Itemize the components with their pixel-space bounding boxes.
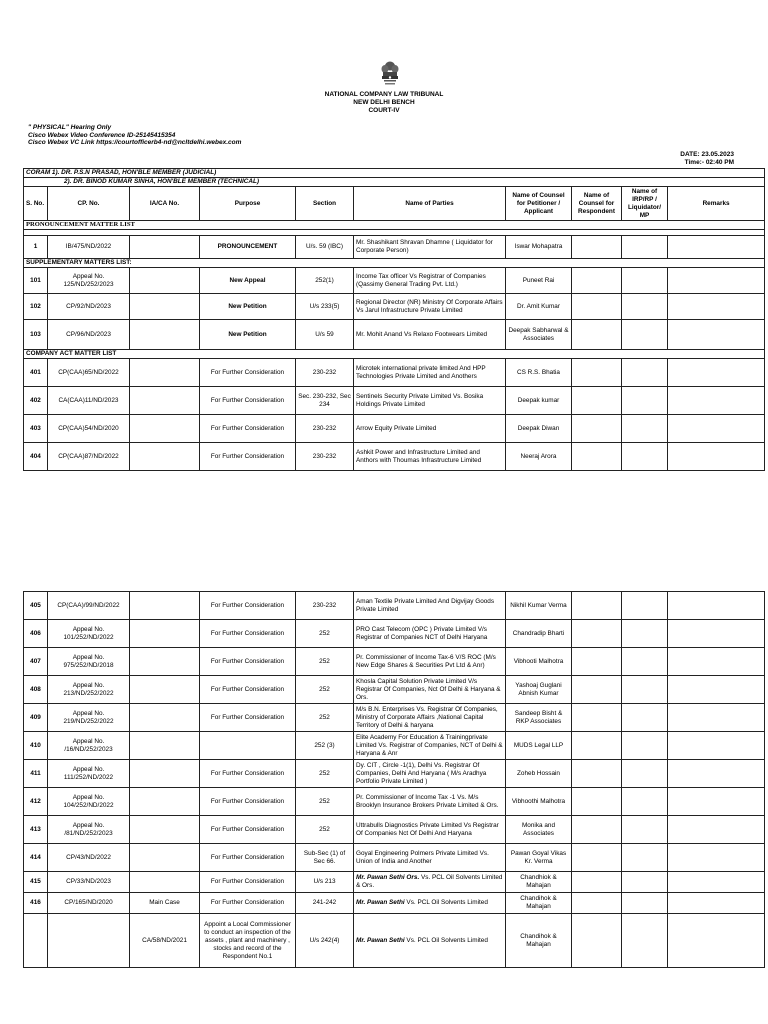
col-remarks: Remarks: [668, 187, 765, 221]
cell-purpose: For Further Consideration: [200, 844, 296, 872]
cell-section: 252(1): [296, 268, 354, 294]
cell-cp-no: CP/43/ND/2022: [48, 844, 130, 872]
cell-section: U/s 242(4): [296, 914, 354, 968]
cell-purpose: For Further Consideration: [200, 387, 296, 415]
cell-counsel-pet: Chandihok & Mahajan: [506, 914, 572, 968]
cell-cp-no: Appeal No. 111/252/ND/2022: [48, 760, 130, 788]
cell-parties: [354, 236, 506, 259]
cell-parties: [354, 443, 506, 471]
cell-purpose: For Further Consideration: [200, 620, 296, 648]
cell-parties: [354, 268, 506, 294]
cell-ia-no: [130, 844, 200, 872]
cell-purpose: For Further Consideration: [200, 592, 296, 620]
cell-cp-no: CP/33/ND/2023: [48, 872, 130, 893]
cell-irp: [622, 648, 668, 676]
cell-irp: [622, 893, 668, 914]
cell-section: 252: [296, 704, 354, 732]
cell-counsel-resp: [572, 415, 622, 443]
cell-sno: 402: [24, 387, 48, 415]
cell-irp: [622, 732, 668, 760]
cell-parties: [354, 620, 506, 648]
cell-parties: [354, 592, 506, 620]
cell-sno: 413: [24, 816, 48, 844]
cell-irp: [622, 592, 668, 620]
hearing-mode: " PHYSICAL" Hearing Only: [28, 124, 112, 131]
table-row: [24, 620, 765, 648]
cell-counsel-pet: Vibhooti Malhotra: [506, 648, 572, 676]
section-pronouncement: PRONOUNCEMENT MATTER LIST: [24, 221, 765, 230]
webex-link[interactable]: Cisco Webex VC Link https://courtofficerb4-nd@ncltdelhi.webex.com: [28, 139, 242, 147]
cell-parties: [354, 844, 506, 872]
cell-cp-no: Appeal No. 975/252/ND/2018: [48, 648, 130, 676]
table-row: [24, 648, 765, 676]
cause-list-table-page-2: [23, 591, 765, 968]
cell-section: 252: [296, 676, 354, 704]
cell-section: 252: [296, 620, 354, 648]
cell-purpose: Appoint a Local Commissioner to conduct an inspection of the assets , plant and machinery , stocks and record of the Respondent No.1: [200, 914, 296, 968]
cell-sno: [24, 914, 48, 968]
cell-parties: [354, 387, 506, 415]
party-names: Vs. PCL Oil Solvents Limited: [404, 936, 488, 944]
cell-counsel-resp: [572, 443, 622, 471]
cell-counsel-resp: [572, 268, 622, 294]
cell-counsel-pet: Deepak kumar: [506, 387, 572, 415]
cell-section: 252: [296, 788, 354, 816]
webex-id: Cisco Webex Video Conference ID-25145415354: [28, 131, 176, 139]
cell-remarks: [668, 704, 765, 732]
cell-irp: [622, 268, 668, 294]
cell-remarks: [668, 788, 765, 816]
cell-remarks: [668, 320, 765, 350]
cell-parties: [354, 893, 506, 914]
cell-parties: [354, 415, 506, 443]
cell-purpose: PRONOUNCEMENT: [200, 236, 296, 259]
cell-counsel-pet: Chandihok & Mahajan: [506, 893, 572, 914]
cell-cp-no: Appeal No. 101/252/ND/2022: [48, 620, 130, 648]
party-names: M/s B.N. Enterprises Vs. Registrar Of Companies, Ministry of Corporate Affairs ,National Capital Territory of Delhi & haryana: [356, 705, 498, 729]
section-supplementary: SUPPLEMENTARY MATTERS LIST:: [24, 259, 765, 268]
party-name-bold: Mr. Pawan Sethi: [356, 936, 405, 944]
cell-remarks: [668, 816, 765, 844]
party-names: PRO Cast Telecom (OPC ) Private Limited V/s Registrar of Companies NCT of Delhi Haryana: [356, 625, 488, 641]
cell-ia-no: [130, 620, 200, 648]
cell-parties: [354, 320, 506, 350]
cell-parties: [354, 760, 506, 788]
cell-ia-no: [130, 732, 200, 760]
col-counsel-resp: Name of Counsel for Respondent: [572, 187, 622, 221]
cell-cp-no: Appeal No. 213/ND/252/2022: [48, 676, 130, 704]
coram: [24, 169, 765, 178]
cell-counsel-resp: [572, 788, 622, 816]
col-purpose: Purpose: [200, 187, 296, 221]
table-row: [24, 294, 765, 320]
cell-counsel-resp: [572, 676, 622, 704]
cell-parties: [354, 648, 506, 676]
cell-sno: 412: [24, 788, 48, 816]
cell-parties: [354, 788, 506, 816]
table-row: [24, 844, 765, 872]
cell-section: 230-232: [296, 443, 354, 471]
cell-section: Sec. 230-232, Sec 234: [296, 387, 354, 415]
table-row: [24, 816, 765, 844]
hearing-notes: [28, 124, 241, 147]
cell-sno: 401: [24, 359, 48, 387]
cell-purpose: New Petition: [200, 320, 296, 350]
cell-irp: [622, 872, 668, 893]
cell-purpose: For Further Consideration: [200, 816, 296, 844]
cell-purpose: For Further Consideration: [200, 704, 296, 732]
cell-sno: 407: [24, 648, 48, 676]
table-row: [24, 415, 765, 443]
tribunal-name: NATIONAL COMPANY LAW TRIBUNAL: [324, 91, 444, 98]
col-section: Section: [296, 187, 354, 221]
cell-parties: [354, 732, 506, 760]
cell-ia-no: [130, 236, 200, 259]
cell-counsel-pet: Puneet Rai: [506, 268, 572, 294]
cell-section: 252: [296, 760, 354, 788]
cell-counsel-pet: Zoheb Hossain: [506, 760, 572, 788]
cell-counsel-resp: [572, 236, 622, 259]
cell-counsel-pet: Dr. Amit Kumar: [506, 294, 572, 320]
table-row: [24, 268, 765, 294]
cell-remarks: [668, 592, 765, 620]
cell-irp: [622, 387, 668, 415]
cell-irp: [622, 788, 668, 816]
cell-sno: 101: [24, 268, 48, 294]
cell-parties: [354, 676, 506, 704]
cell-counsel-resp: [572, 320, 622, 350]
cell-remarks: [668, 872, 765, 893]
cell-counsel-pet: Neeraj Arora: [506, 443, 572, 471]
cell-remarks: [668, 294, 765, 320]
header-row: [24, 187, 765, 221]
cell-parties: [354, 914, 506, 968]
cell-purpose: For Further Consideration: [200, 760, 296, 788]
cell-purpose: For Further Consideration: [200, 443, 296, 471]
party-names: Mr. Shashikant Shravan Dhamne ( Liquidator for Corporate Person): [356, 239, 493, 254]
coram-line-2: 2). DR. BINOD KUMAR SINHA, HON'BLE MEMBER (TECHNICAL): [64, 178, 260, 185]
cell-remarks: [668, 415, 765, 443]
cell-section: 241-242: [296, 893, 354, 914]
table-row: [24, 592, 765, 620]
cell-cp-no: CP/165/ND/2020: [48, 893, 130, 914]
cell-remarks: [668, 893, 765, 914]
cell-remarks: [668, 914, 765, 968]
cell-parties: [354, 704, 506, 732]
cell-ia-no: [130, 704, 200, 732]
cell-purpose: New Petition: [200, 294, 296, 320]
table-row: [24, 387, 765, 415]
cell-cp-no: CP(CAA)54/ND/2020: [48, 415, 130, 443]
cell-purpose: For Further Consideration: [200, 788, 296, 816]
cell-remarks: [668, 844, 765, 872]
party-names: Sentinels Security Private Limited Vs. Bosika Holdings Private Limited: [356, 392, 484, 408]
col-cpno: CP. No.: [48, 187, 130, 221]
cell-irp: [622, 844, 668, 872]
cell-irp: [622, 704, 668, 732]
table-row: [24, 320, 765, 350]
party-names: Aman Textile Private Limited And Digvijay Goods Private Limited: [356, 597, 495, 613]
cell-ia-no: [130, 872, 200, 893]
cell-cp-no: CP(CAA)87/ND/2022: [48, 443, 130, 471]
table-row: [24, 676, 765, 704]
cell-purpose: For Further Consideration: [200, 676, 296, 704]
cell-ia-no: [130, 676, 200, 704]
cell-cp-no: CP(CAA)65/ND/2022: [48, 359, 130, 387]
party-names: Regional Director (NR) Ministry Of Corporate Affairs Vs Jarul Infrastructure Private Limited: [356, 298, 503, 314]
cell-counsel-resp: [572, 704, 622, 732]
cell-irp: [622, 816, 668, 844]
coram-2: [24, 178, 765, 187]
cell-counsel-pet: Deepak Sabharwal & Associates: [506, 320, 572, 350]
cell-ia-no: [130, 320, 200, 350]
cell-parties: [354, 816, 506, 844]
cell-remarks: [668, 760, 765, 788]
table-row: [24, 443, 765, 471]
cause-list-table-page-1: [23, 168, 765, 471]
cell-sno: 414: [24, 844, 48, 872]
cell-counsel-resp: [572, 844, 622, 872]
cell-counsel-pet: Deepak Diwan: [506, 415, 572, 443]
cell-ia-no: CA/58/ND/2021: [130, 914, 200, 968]
cell-counsel-pet: Chandradip Bharti: [506, 620, 572, 648]
cell-counsel-pet: MUDS Legal LLP: [506, 732, 572, 760]
cell-section: U/s. 59 (IBC): [296, 236, 354, 259]
cell-cp-no: Appeal No. /16/ND/252/2023: [48, 732, 130, 760]
cell-ia-no: [130, 816, 200, 844]
col-sno: S. No.: [24, 187, 48, 221]
cell-sno: 103: [24, 320, 48, 350]
coram-line-1: CORAM 1). DR. P.S.N PRASAD, HON'BLE MEMBER (JUDICIAL): [26, 169, 217, 176]
cell-remarks: [668, 268, 765, 294]
cell-cp-no: CP/92/ND/2023: [48, 294, 130, 320]
cell-ia-no: [130, 294, 200, 320]
cell-counsel-resp: [572, 760, 622, 788]
cell-counsel-pet: CS R.S. Bhatia: [506, 359, 572, 387]
cell-section: 252: [296, 648, 354, 676]
cell-counsel-resp: [572, 732, 622, 760]
cell-counsel-resp: [572, 914, 622, 968]
cell-section: 252: [296, 816, 354, 844]
cell-cp-no: IB/475/ND/2022: [48, 236, 130, 259]
party-names: Ashkit Power and Infrastructure Limited and Anthors with Thoumas Infrastructure Limited: [356, 448, 482, 464]
cell-ia-no: [130, 760, 200, 788]
cell-sno: 416: [24, 893, 48, 914]
cell-counsel-resp: [572, 387, 622, 415]
cell-section: U/s 59: [296, 320, 354, 350]
cell-section: U/s 233(5): [296, 294, 354, 320]
table-row: [24, 760, 765, 788]
cell-section: Sub-Sec (1) of Sec 66.: [296, 844, 354, 872]
cell-section: 230-232: [296, 359, 354, 387]
cell-sno: 410: [24, 732, 48, 760]
cell-ia-no: [130, 415, 200, 443]
cell-counsel-pet: Sandeep Bisht & RKP Associates: [506, 704, 572, 732]
cell-ia-no: [130, 359, 200, 387]
table-row: [24, 236, 765, 259]
party-names: Uttrabulls Diagnostics Private Limited Vs Registrar Of Companies Nct Of Delhi And Haryana: [356, 821, 499, 837]
cell-irp: [622, 676, 668, 704]
cell-counsel-resp: [572, 648, 622, 676]
cell-counsel-resp: [572, 592, 622, 620]
cell-cp-no: Appeal No. 125/ND/252/2023: [48, 268, 130, 294]
cell-parties: [354, 359, 506, 387]
cell-purpose: For Further Consideration: [200, 893, 296, 914]
cell-counsel-resp: [572, 816, 622, 844]
cell-remarks: [668, 648, 765, 676]
cell-irp: [622, 443, 668, 471]
cell-counsel-pet: Pawan Goyal Vikas Kr. Verma: [506, 844, 572, 872]
party-names: Elite Academy For Education & Trainingprivate Limited Vs. Registrar of Companies, NCT of Delhi & Haryana & Anr: [356, 733, 503, 757]
cell-ia-no: [130, 788, 200, 816]
cell-counsel-pet: Iswar Mohapatra: [506, 236, 572, 259]
cell-counsel-resp: [572, 872, 622, 893]
table-row: [24, 914, 765, 968]
cell-purpose: For Further Consideration: [200, 415, 296, 443]
cell-sno: 1: [24, 236, 48, 259]
party-names: Pr. Commissioner of Income Tax-6 V/S ROC (M/s New Edge Shares & Securities Pvt Ltd & Anr): [356, 653, 496, 669]
cell-purpose: [200, 732, 296, 760]
cell-ia-no: [130, 443, 200, 471]
cell-irp: [622, 320, 668, 350]
cell-purpose: For Further Consideration: [200, 359, 296, 387]
col-irp: Name of IRP/RP / Liquidator/ MP: [622, 187, 668, 221]
cell-remarks: [668, 359, 765, 387]
party-names: Microtek international private limited And HPP Technologies Private Limited and Anothers: [356, 364, 486, 380]
cell-sno: 403: [24, 415, 48, 443]
cell-counsel-resp: [572, 620, 622, 648]
table-row: [24, 704, 765, 732]
cell-counsel-pet: Vibhoothi Malhotra: [506, 788, 572, 816]
cell-purpose: New Appeal: [200, 268, 296, 294]
cell-parties: [354, 872, 506, 893]
cell-cp-no: Appeal No. 104/252/ND/2022: [48, 788, 130, 816]
party-name-bold: Mr. Pawan Sethi: [356, 899, 405, 906]
cell-cp-no: Appeal No. 219/ND/252/2022: [48, 704, 130, 732]
col-counsel-pet: Name of Counsel for Petitioner / Applicant: [506, 187, 572, 221]
table-row: [24, 359, 765, 387]
cell-section: U/s 213: [296, 872, 354, 893]
party-names: Vs. PCL Oil Solvents Limited: [404, 899, 488, 906]
table-row: [24, 788, 765, 816]
cell-irp: [622, 620, 668, 648]
cell-cp-no: Appeal No. /81/ND/252/2023: [48, 816, 130, 844]
cell-sno: 406: [24, 620, 48, 648]
cell-remarks: [668, 676, 765, 704]
cell-ia-no: Main Case: [130, 893, 200, 914]
party-names: Mr. Mohit Anand Vs Relaxo Footwears Limited: [356, 330, 488, 338]
cell-ia-no: [130, 268, 200, 294]
party-names: Pr. Commissioner of Income Tax -1 Vs. M/s Brooklyn Insurance Brokers Private Limited & Ors.: [356, 793, 499, 809]
party-names: Income Tax officer Vs Registrar of Companies (Qassimy General Trading Pvt. Ltd.): [356, 272, 486, 288]
cell-cp-no: CA(CAA)11/ND/2023: [48, 387, 130, 415]
cell-remarks: [668, 620, 765, 648]
party-names: Dy. CIT , Circle -1(1), Delhi Vs. Registrar Of Companies, Delhi And Haryana ( M/s Aradhya Portfolio Private Limited ): [356, 761, 487, 785]
cell-sno: 404: [24, 443, 48, 471]
cell-remarks: [668, 443, 765, 471]
cell-cp-no: CP/96/ND/2023: [48, 320, 130, 350]
cell-cp-no: CP(CAA)/99/ND/2022: [48, 592, 130, 620]
hearing-date: DATE: 23.05.2023: [680, 151, 734, 158]
cell-purpose: For Further Consideration: [200, 648, 296, 676]
col-parties: Name of Parties: [354, 187, 506, 221]
cell-parties: [354, 294, 506, 320]
cell-counsel-resp: [572, 893, 622, 914]
cell-irp: [622, 359, 668, 387]
section-company-act: COMPANY ACT MATTER LIST: [24, 350, 765, 359]
date-time: [680, 151, 734, 166]
cell-ia-no: [130, 592, 200, 620]
cell-irp: [622, 760, 668, 788]
cell-sno: 408: [24, 676, 48, 704]
cell-counsel-resp: [572, 294, 622, 320]
table-row: [24, 872, 765, 893]
cell-section: 230-232: [296, 415, 354, 443]
cell-remarks: [668, 732, 765, 760]
cell-remarks: [668, 387, 765, 415]
cell-counsel-pet: Yashoaj Guglani Abnish Kumar: [506, 676, 572, 704]
cell-section: 230-232: [296, 592, 354, 620]
party-names: Arrow Equity Private Limited: [356, 424, 437, 432]
cell-sno: 102: [24, 294, 48, 320]
party-name-bold: Mr. Pawan Sethi Ors.: [356, 874, 420, 881]
cell-sno: 411: [24, 760, 48, 788]
cell-sno: 409: [24, 704, 48, 732]
national-emblem-icon: [378, 60, 402, 90]
party-names: Khosla Capital Solution Private Limited V/s Registrar Of Companies, Nct Of Delhi & Haryana & Ors.: [356, 677, 501, 701]
cell-counsel-pet: Nikhil Kumar Verma: [506, 592, 572, 620]
party-names: Goyal Engineering Polmers Private Limited Vs. Union of India and Another: [356, 849, 489, 865]
cell-sno: 415: [24, 872, 48, 893]
cell-counsel-pet: Chandhiok & Mahajan: [506, 872, 572, 893]
cell-irp: [622, 294, 668, 320]
cell-section: 252 (3): [296, 732, 354, 760]
cell-counsel-pet: Monika and Associates: [506, 816, 572, 844]
party-names: Vs. PCL Oil Solvents Limited & Ors.: [356, 874, 503, 889]
table-row: [24, 732, 765, 760]
cell-sno: 405: [24, 592, 48, 620]
cell-purpose: For Further Consideration: [200, 872, 296, 893]
table-row: [24, 893, 765, 914]
cell-cp-no: [48, 914, 130, 968]
cell-irp: [622, 236, 668, 259]
cell-remarks: [668, 236, 765, 259]
cell-ia-no: [130, 387, 200, 415]
cell-counsel-resp: [572, 359, 622, 387]
court-name: COURT-IV: [368, 107, 400, 114]
col-iano: IA/CA No.: [130, 187, 200, 221]
cell-irp: [622, 914, 668, 968]
hearing-time: Time:- 02:40 PM: [684, 158, 734, 166]
cell-irp: [622, 415, 668, 443]
cell-ia-no: [130, 648, 200, 676]
bench-name: NEW DELHI BENCH: [353, 99, 415, 106]
